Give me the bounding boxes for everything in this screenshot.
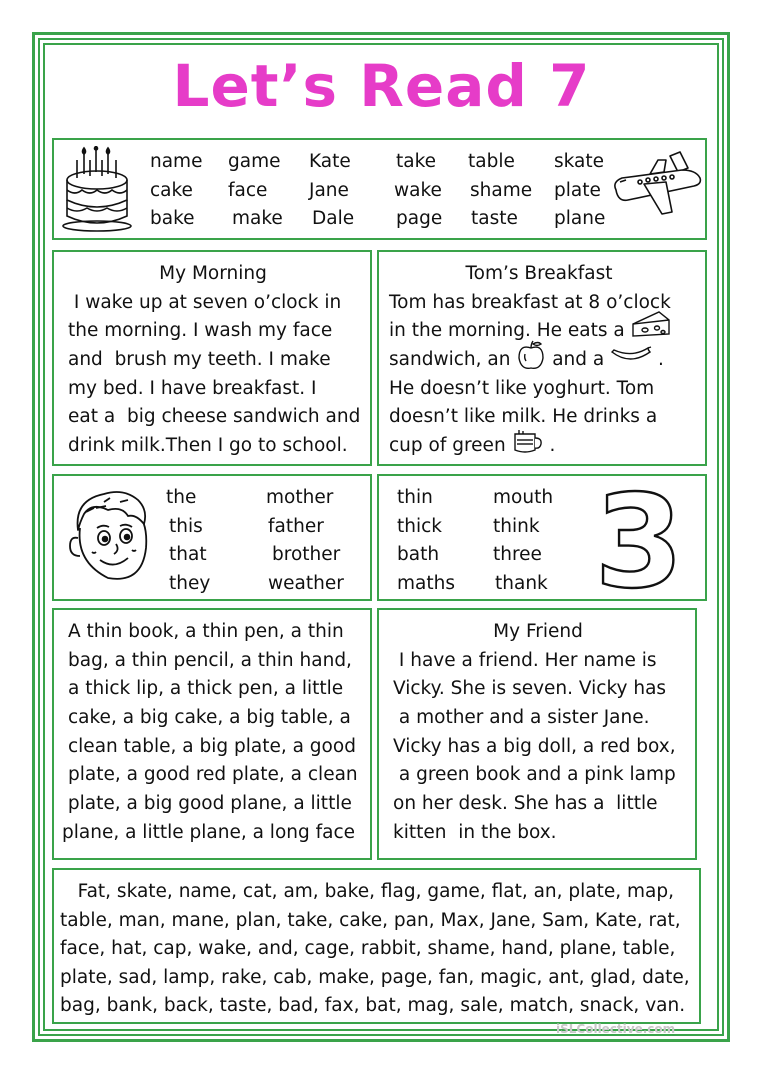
story-line: I wake up at seven o’clock in [68, 291, 342, 313]
story-line: Vicky. She is seven. Vicky has [393, 678, 667, 700]
th-words-right-box [377, 474, 707, 601]
word: that [169, 544, 207, 565]
vocab-grid [54, 148, 654, 234]
word: Kate [309, 151, 351, 172]
story-line: bag, a thin pencil, a thin hand, [68, 649, 352, 671]
story-line: He doesn’t like yoghurt. Tom [389, 377, 655, 399]
phrases-box [52, 608, 372, 860]
word: thank [495, 572, 548, 594]
word: thick [397, 515, 443, 537]
story-text: . [658, 349, 664, 371]
story-line: a green book and a pink lamp [393, 764, 676, 786]
story-text: sandwich, an [389, 349, 511, 371]
story-line [389, 432, 705, 461]
story-line: plane, a little plane, a long face [62, 821, 356, 843]
page-title: Let’s Read 7 [172, 52, 591, 120]
word: father [268, 515, 324, 537]
word-list-line: face, hat, cap, wake, and, cage, rabbit, shame, hand, plane, table, [60, 938, 676, 959]
story-line: clean table, a big plate, a good [68, 735, 356, 757]
airplane-icon [610, 150, 702, 224]
story-heading: My Morning [159, 263, 267, 284]
word: Jane [309, 179, 349, 201]
story-line [389, 346, 705, 375]
cheese-icon [631, 310, 671, 338]
word-list [60, 878, 698, 1021]
story-heading: Tom’s Breakfast [465, 263, 613, 284]
word-list-box [52, 868, 701, 1024]
story-heading: My Friend [493, 621, 583, 642]
word: wake [394, 179, 442, 201]
story-line: drink milk.Then I go to school. [68, 435, 348, 457]
my-friend-box [377, 608, 697, 860]
word: cake [150, 179, 193, 201]
story-line: a mother and a sister Jane. [393, 707, 650, 729]
story-line: on her desk. She has a little [393, 793, 658, 815]
word: bath [397, 544, 440, 565]
word: think [493, 515, 540, 537]
watermark: iSLCollective.com [556, 1022, 676, 1036]
word: game [228, 151, 281, 172]
story-text: in the morning. He eats a [389, 320, 625, 342]
banana-icon [610, 346, 652, 366]
word: name [150, 151, 203, 172]
story-line: Tom has breakfast at 8 o’clock [389, 291, 671, 313]
word: mother [266, 487, 334, 508]
story-line: A thin book, a thin pen, a thin [68, 621, 344, 642]
story-line [389, 317, 705, 346]
word: they [169, 572, 211, 594]
word: plane [554, 208, 606, 229]
my-friend-story [393, 618, 693, 848]
word: thin [397, 487, 433, 508]
story-line: and brush my teeth. I make [68, 349, 331, 371]
vocab-box [52, 138, 707, 240]
story-text: . [549, 435, 556, 457]
big-number-three-text: 3 [594, 480, 684, 598]
word: weather [268, 572, 344, 594]
story-line: cake, a big cake, a big table, a [68, 707, 351, 729]
story-line: my bed. I have breakfast. I [68, 377, 317, 399]
word: brother [272, 544, 341, 565]
word: make [232, 208, 283, 229]
big-number-three [589, 480, 689, 598]
word-list-line: table, man, mane, plan, take, cake, pan, Max, Jane, Sam, Kate, rat, [60, 909, 681, 931]
word: skate [554, 151, 604, 172]
word-list-line: bag, bank, back, taste, bad, fax, bat, mag, sale, match, snack, van. [60, 995, 686, 1016]
word: three [493, 544, 542, 565]
tea-cup-icon [512, 428, 544, 456]
th-unvoiced-grid [379, 484, 579, 600]
word-list-line: plate, sad, lamp, rake, cab, make, page, fan, magic, ant, glad, date, [60, 966, 690, 988]
word: bake [150, 208, 195, 229]
word: this [169, 515, 203, 537]
toms-breakfast-box [377, 250, 707, 466]
word: shame [470, 179, 533, 201]
word: Dale [312, 208, 355, 229]
toms-breakfast-story [389, 260, 705, 461]
word: take [396, 151, 437, 172]
word: maths [397, 572, 455, 594]
story-text: and a [552, 349, 605, 371]
story-line: I have a friend. Her name is [393, 649, 657, 671]
story-line: a thick lip, a thick pen, a little [68, 678, 344, 700]
story-line: eat a big cheese sandwich and [68, 406, 361, 428]
word: page [396, 208, 443, 229]
story-line: plate, a good red plate, a clean [68, 764, 358, 786]
word: mouth [493, 487, 554, 508]
story-text: cup of green [389, 435, 506, 457]
word-list-line: Fat, skate, name, cat, am, bake, flag, game, flat, an, plate, map, [60, 881, 675, 902]
word: table [468, 151, 515, 172]
word: the [166, 487, 197, 508]
word: face [228, 179, 268, 201]
story-line: plate, a big good plane, a little [62, 793, 352, 815]
story-line: the morning. I wash my face [68, 320, 333, 342]
story-line: doesn’t like milk. He drinks a [389, 406, 658, 428]
my-morning-story [68, 260, 368, 461]
word: taste [471, 208, 518, 229]
story-line: Vicky has a big doll, a red box, [393, 735, 676, 757]
my-morning-box [52, 250, 372, 466]
word: plate [554, 179, 601, 201]
apple-icon [516, 340, 546, 370]
story-line: kitten in the box. [393, 821, 557, 843]
th-words-left-box [52, 474, 372, 601]
phrases-text [62, 618, 368, 848]
th-voiced-grid [54, 484, 364, 600]
